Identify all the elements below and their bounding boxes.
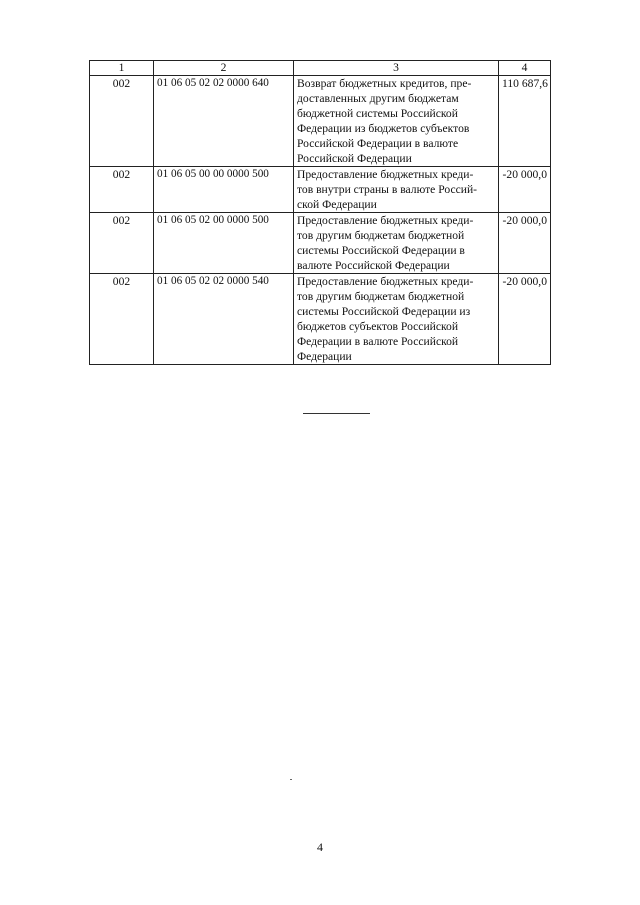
- budget-code-cell: 01 06 05 00 00 0000 500: [154, 167, 294, 213]
- description-cell: [294, 213, 499, 274]
- description-line: доставленных другим бюджетам: [297, 92, 459, 105]
- table-row: [90, 167, 551, 213]
- budget-code-cell: 01 06 05 02 00 0000 500: [154, 213, 294, 274]
- description-line: Предоставление бюджетных креди-: [297, 214, 474, 227]
- description-line: Предоставление бюджетных креди-: [297, 275, 474, 288]
- admin-code-cell: 002: [90, 274, 154, 365]
- description-line: Федерации в валюте Российской: [297, 335, 459, 348]
- description-cell: [294, 167, 499, 213]
- amount-cell: 110 687,6: [499, 76, 551, 167]
- column-header-1: 1: [90, 61, 154, 76]
- admin-code-cell: 002: [90, 213, 154, 274]
- page-number: 4: [317, 840, 323, 854]
- budget-code-cell: 01 06 05 02 02 0000 640: [154, 76, 294, 167]
- description-line: системы Российской Федерации в: [297, 244, 465, 257]
- description-line: Федерации из бюджетов субъектов: [297, 122, 470, 135]
- description-line: Российской Федерации: [297, 152, 412, 165]
- description-line: Федерации: [297, 350, 352, 363]
- description-line: Предоставление бюджетных креди-: [297, 168, 474, 181]
- description-line: валюте Российской Федерации: [297, 259, 450, 272]
- column-header-2: 2: [154, 61, 294, 76]
- admin-code-cell: 002: [90, 167, 154, 213]
- description-line: бюджетной системы Российской: [297, 107, 458, 120]
- description-line: Возврат бюджетных кредитов, пре-: [297, 77, 472, 90]
- table-row: [90, 76, 551, 167]
- end-of-table-separator: [303, 413, 370, 414]
- scan-speck: [290, 779, 292, 780]
- column-header-3: 3: [294, 61, 499, 76]
- amount-cell: -20 000,0: [499, 213, 551, 274]
- admin-code-cell: 002: [90, 76, 154, 167]
- description-line: бюджетов субъектов Российской: [297, 320, 459, 333]
- table-row: [90, 274, 551, 365]
- description-line: Российской Федерации в валюте: [297, 137, 459, 150]
- description-line: тов другим бюджетам бюджетной: [297, 229, 465, 242]
- table-header-row: [90, 61, 551, 76]
- budget-code-cell: 01 06 05 02 02 0000 540: [154, 274, 294, 365]
- description-cell: [294, 274, 499, 365]
- description-line: системы Российской Федерации из: [297, 305, 471, 318]
- amount-cell: -20 000,0: [499, 167, 551, 213]
- budget-sources-table: [89, 60, 551, 365]
- column-header-4: 4: [499, 61, 551, 76]
- description-line: тов внутри страны в валюте Россий-: [297, 183, 478, 196]
- amount-cell: -20 000,0: [499, 274, 551, 365]
- description-cell: [294, 76, 499, 167]
- table-row: [90, 213, 551, 274]
- description-line: тов другим бюджетам бюджетной: [297, 290, 465, 303]
- description-line: ской Федерации: [297, 198, 377, 211]
